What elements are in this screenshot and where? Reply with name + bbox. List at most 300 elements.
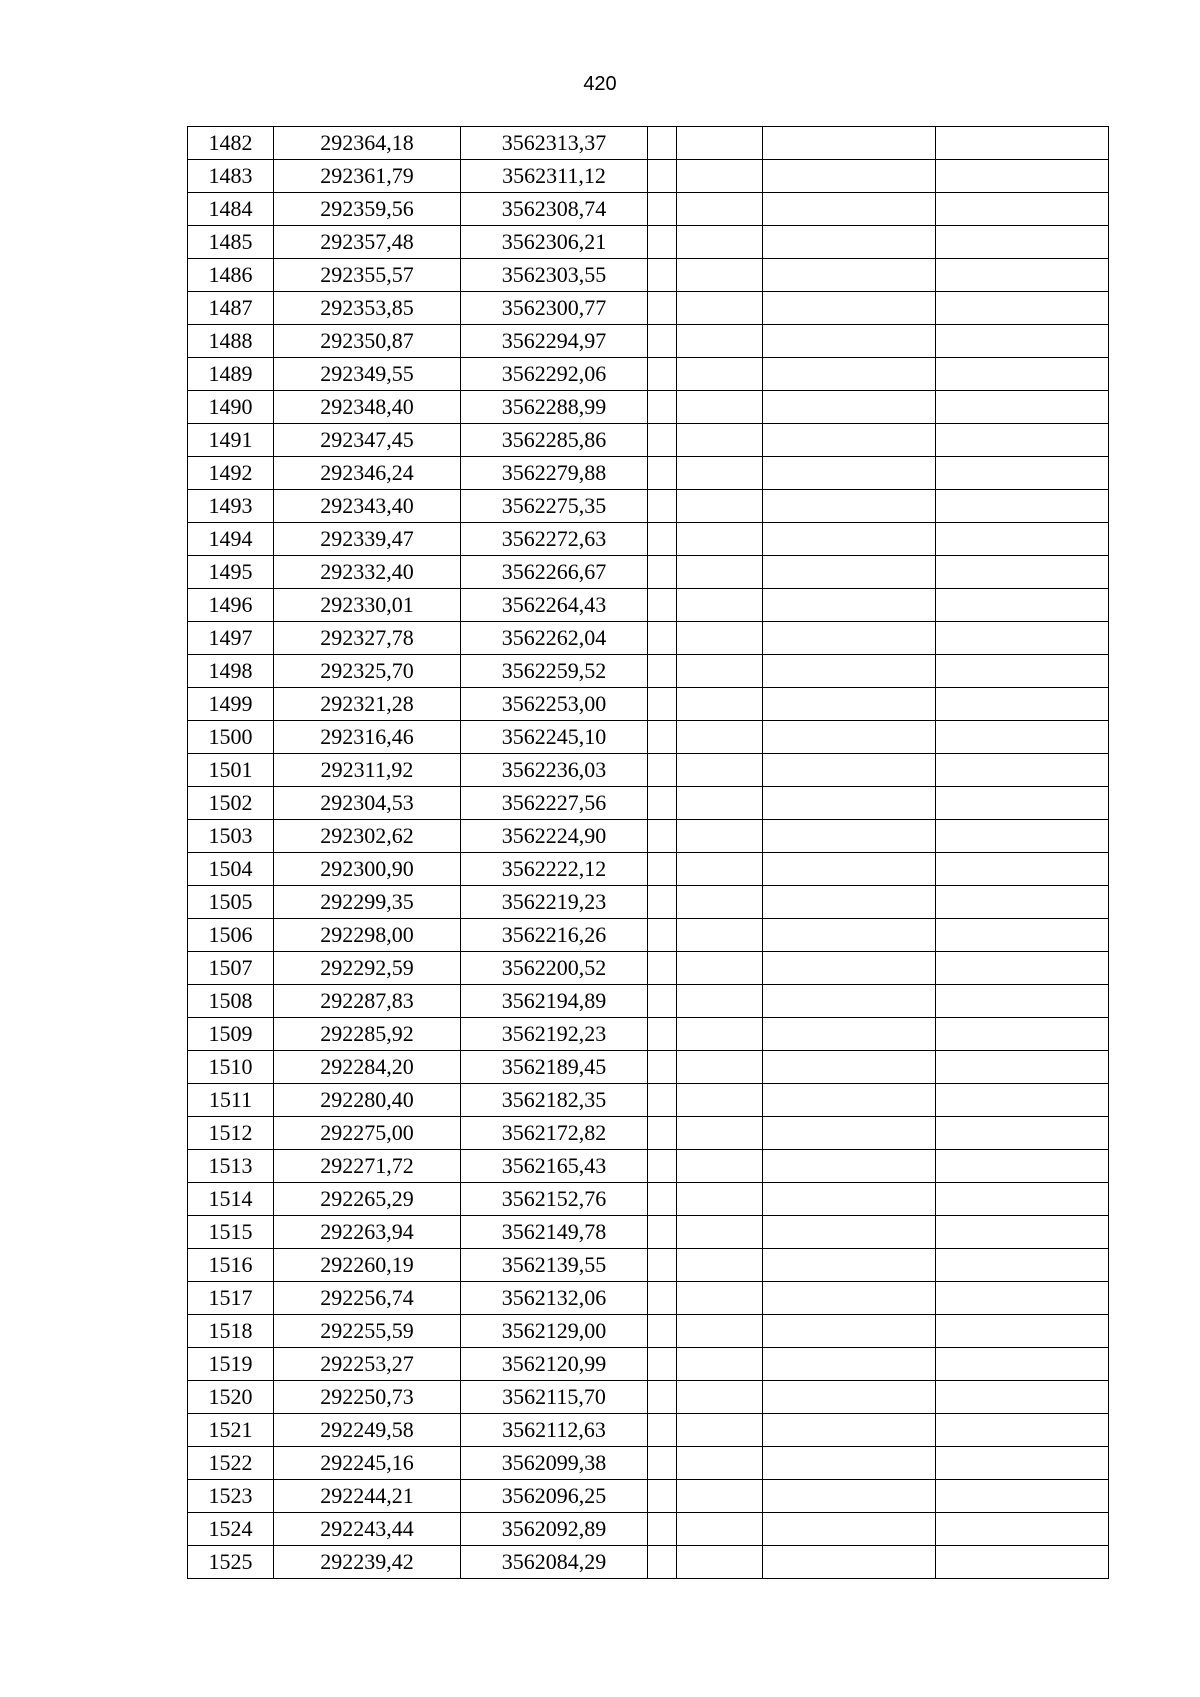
empty-cell <box>677 391 763 424</box>
x-coordinate-cell: 292355,57 <box>274 259 461 292</box>
x-coordinate-cell: 292361,79 <box>274 160 461 193</box>
y-coordinate-cell: 3562152,76 <box>461 1183 648 1216</box>
empty-cell <box>763 1183 936 1216</box>
empty-cell <box>936 1183 1109 1216</box>
empty-cell <box>677 1381 763 1414</box>
empty-cell <box>763 787 936 820</box>
x-coordinate-cell: 292346,24 <box>274 457 461 490</box>
point-number-cell: 1522 <box>188 1447 274 1480</box>
y-coordinate-cell: 3562303,55 <box>461 259 648 292</box>
y-coordinate-cell: 3562200,52 <box>461 952 648 985</box>
y-coordinate-cell: 3562253,00 <box>461 688 648 721</box>
empty-cell <box>936 721 1109 754</box>
point-number-cell: 1516 <box>188 1249 274 1282</box>
empty-cell <box>936 688 1109 721</box>
table-row <box>188 688 1109 721</box>
empty-cell <box>763 853 936 886</box>
empty-cell <box>677 886 763 919</box>
table-row <box>188 952 1109 985</box>
x-coordinate-cell: 292292,59 <box>274 952 461 985</box>
empty-cell <box>677 1051 763 1084</box>
empty-cell <box>677 292 763 325</box>
y-coordinate-cell: 3562129,00 <box>461 1315 648 1348</box>
x-coordinate-cell: 292302,62 <box>274 820 461 853</box>
empty-cell <box>677 325 763 358</box>
empty-cell <box>936 919 1109 952</box>
empty-cell <box>936 1447 1109 1480</box>
table-row <box>188 1315 1109 1348</box>
point-number-cell: 1490 <box>188 391 274 424</box>
point-number-cell: 1485 <box>188 226 274 259</box>
empty-cell <box>763 1249 936 1282</box>
point-number-cell: 1511 <box>188 1084 274 1117</box>
x-coordinate-cell: 292300,90 <box>274 853 461 886</box>
table-row <box>188 1381 1109 1414</box>
table-row <box>188 1282 1109 1315</box>
empty-cell <box>677 1348 763 1381</box>
y-coordinate-cell: 3562272,63 <box>461 523 648 556</box>
empty-cell <box>648 721 677 754</box>
empty-cell <box>677 1447 763 1480</box>
empty-cell <box>763 589 936 622</box>
empty-cell <box>648 1018 677 1051</box>
empty-cell <box>763 820 936 853</box>
empty-cell <box>648 391 677 424</box>
empty-cell <box>763 1084 936 1117</box>
empty-cell <box>648 1447 677 1480</box>
empty-cell <box>677 556 763 589</box>
table-body <box>188 127 1109 1579</box>
x-coordinate-cell: 292255,59 <box>274 1315 461 1348</box>
table-row <box>188 1513 1109 1546</box>
x-coordinate-cell: 292250,73 <box>274 1381 461 1414</box>
x-coordinate-cell: 292304,53 <box>274 787 461 820</box>
table-row <box>188 919 1109 952</box>
empty-cell <box>677 457 763 490</box>
x-coordinate-cell: 292271,72 <box>274 1150 461 1183</box>
empty-cell <box>677 193 763 226</box>
y-coordinate-cell: 3562112,63 <box>461 1414 648 1447</box>
empty-cell <box>763 1051 936 1084</box>
point-number-cell: 1518 <box>188 1315 274 1348</box>
y-coordinate-cell: 3562266,67 <box>461 556 648 589</box>
empty-cell <box>936 1480 1109 1513</box>
x-coordinate-cell: 292299,35 <box>274 886 461 919</box>
point-number-cell: 1482 <box>188 127 274 160</box>
x-coordinate-cell: 292327,78 <box>274 622 461 655</box>
empty-cell <box>677 1480 763 1513</box>
point-number-cell: 1502 <box>188 787 274 820</box>
table-row <box>188 226 1109 259</box>
x-coordinate-cell: 292321,28 <box>274 688 461 721</box>
point-number-cell: 1488 <box>188 325 274 358</box>
x-coordinate-cell: 292287,83 <box>274 985 461 1018</box>
empty-cell <box>936 490 1109 523</box>
table-row <box>188 160 1109 193</box>
empty-cell <box>648 1216 677 1249</box>
empty-cell <box>648 1513 677 1546</box>
empty-cell <box>648 1084 677 1117</box>
x-coordinate-cell: 292284,20 <box>274 1051 461 1084</box>
empty-cell <box>936 457 1109 490</box>
y-coordinate-cell: 3562227,56 <box>461 787 648 820</box>
empty-cell <box>936 391 1109 424</box>
empty-cell <box>648 952 677 985</box>
table-row <box>188 457 1109 490</box>
empty-cell <box>763 160 936 193</box>
empty-cell <box>677 655 763 688</box>
empty-cell <box>677 127 763 160</box>
point-number-cell: 1512 <box>188 1117 274 1150</box>
y-coordinate-cell: 3562182,35 <box>461 1084 648 1117</box>
point-number-cell: 1483 <box>188 160 274 193</box>
point-number-cell: 1515 <box>188 1216 274 1249</box>
empty-cell <box>648 589 677 622</box>
point-number-cell: 1498 <box>188 655 274 688</box>
empty-cell <box>936 1282 1109 1315</box>
table-row <box>188 424 1109 457</box>
empty-cell <box>936 259 1109 292</box>
x-coordinate-cell: 292339,47 <box>274 523 461 556</box>
point-number-cell: 1508 <box>188 985 274 1018</box>
empty-cell <box>763 1018 936 1051</box>
coordinates-table <box>187 126 1109 1579</box>
empty-cell <box>763 1513 936 1546</box>
empty-cell <box>648 325 677 358</box>
y-coordinate-cell: 3562219,23 <box>461 886 648 919</box>
x-coordinate-cell: 292350,87 <box>274 325 461 358</box>
y-coordinate-cell: 3562192,23 <box>461 1018 648 1051</box>
empty-cell <box>763 424 936 457</box>
empty-cell <box>936 292 1109 325</box>
empty-cell <box>677 1414 763 1447</box>
empty-cell <box>677 622 763 655</box>
empty-cell <box>763 556 936 589</box>
empty-cell <box>677 1216 763 1249</box>
y-coordinate-cell: 3562306,21 <box>461 226 648 259</box>
empty-cell <box>648 820 677 853</box>
x-coordinate-cell: 292260,19 <box>274 1249 461 1282</box>
empty-cell <box>677 1084 763 1117</box>
table-row <box>188 1117 1109 1150</box>
point-number-cell: 1489 <box>188 358 274 391</box>
point-number-cell: 1487 <box>188 292 274 325</box>
x-coordinate-cell: 292239,42 <box>274 1546 461 1579</box>
empty-cell <box>936 589 1109 622</box>
empty-cell <box>648 193 677 226</box>
table-row <box>188 1249 1109 1282</box>
empty-cell <box>763 358 936 391</box>
empty-cell <box>763 1546 936 1579</box>
y-coordinate-cell: 3562194,89 <box>461 985 648 1018</box>
table-row <box>188 259 1109 292</box>
empty-cell <box>648 160 677 193</box>
y-coordinate-cell: 3562084,29 <box>461 1546 648 1579</box>
point-number-cell: 1499 <box>188 688 274 721</box>
empty-cell <box>648 127 677 160</box>
table-row <box>188 1480 1109 1513</box>
table-row <box>188 523 1109 556</box>
empty-cell <box>648 985 677 1018</box>
empty-cell <box>648 787 677 820</box>
table-row <box>188 556 1109 589</box>
y-coordinate-cell: 3562313,37 <box>461 127 648 160</box>
point-number-cell: 1509 <box>188 1018 274 1051</box>
point-number-cell: 1503 <box>188 820 274 853</box>
x-coordinate-cell: 292249,58 <box>274 1414 461 1447</box>
y-coordinate-cell: 3562308,74 <box>461 193 648 226</box>
empty-cell <box>936 1513 1109 1546</box>
empty-cell <box>677 490 763 523</box>
empty-cell <box>936 886 1109 919</box>
y-coordinate-cell: 3562172,82 <box>461 1117 648 1150</box>
empty-cell <box>648 919 677 952</box>
point-number-cell: 1484 <box>188 193 274 226</box>
y-coordinate-cell: 3562149,78 <box>461 1216 648 1249</box>
table-row <box>188 985 1109 1018</box>
empty-cell <box>648 1282 677 1315</box>
empty-cell <box>763 886 936 919</box>
y-coordinate-cell: 3562132,06 <box>461 1282 648 1315</box>
empty-cell <box>648 688 677 721</box>
empty-cell <box>763 721 936 754</box>
empty-cell <box>936 1117 1109 1150</box>
empty-cell <box>677 1513 763 1546</box>
point-number-cell: 1517 <box>188 1282 274 1315</box>
y-coordinate-cell: 3562311,12 <box>461 160 648 193</box>
table-row <box>188 721 1109 754</box>
point-number-cell: 1519 <box>188 1348 274 1381</box>
table-row <box>188 589 1109 622</box>
empty-cell <box>648 1348 677 1381</box>
x-coordinate-cell: 292316,46 <box>274 721 461 754</box>
y-coordinate-cell: 3562139,55 <box>461 1249 648 1282</box>
table-row <box>188 490 1109 523</box>
empty-cell <box>648 886 677 919</box>
empty-cell <box>648 556 677 589</box>
y-coordinate-cell: 3562259,52 <box>461 655 648 688</box>
empty-cell <box>936 556 1109 589</box>
y-coordinate-cell: 3562120,99 <box>461 1348 648 1381</box>
table-row <box>188 1546 1109 1579</box>
y-coordinate-cell: 3562216,26 <box>461 919 648 952</box>
empty-cell <box>763 1216 936 1249</box>
table-row <box>188 1183 1109 1216</box>
empty-cell <box>648 457 677 490</box>
empty-cell <box>677 1546 763 1579</box>
empty-cell <box>677 226 763 259</box>
table-row <box>188 754 1109 787</box>
x-coordinate-cell: 292348,40 <box>274 391 461 424</box>
table-row <box>188 325 1109 358</box>
empty-cell <box>648 259 677 292</box>
y-coordinate-cell: 3562222,12 <box>461 853 648 886</box>
empty-cell <box>677 1117 763 1150</box>
empty-cell <box>677 424 763 457</box>
y-coordinate-cell: 3562245,10 <box>461 721 648 754</box>
empty-cell <box>677 820 763 853</box>
table-row <box>188 292 1109 325</box>
point-number-cell: 1494 <box>188 523 274 556</box>
table-row <box>188 1018 1109 1051</box>
empty-cell <box>763 292 936 325</box>
x-coordinate-cell: 292275,00 <box>274 1117 461 1150</box>
empty-cell <box>763 1414 936 1447</box>
empty-cell <box>677 688 763 721</box>
table-row <box>188 655 1109 688</box>
x-coordinate-cell: 292265,29 <box>274 1183 461 1216</box>
empty-cell <box>763 490 936 523</box>
point-number-cell: 1495 <box>188 556 274 589</box>
empty-cell <box>763 688 936 721</box>
empty-cell <box>648 754 677 787</box>
empty-cell <box>936 1051 1109 1084</box>
empty-cell <box>763 1447 936 1480</box>
empty-cell <box>648 1480 677 1513</box>
empty-cell <box>936 820 1109 853</box>
empty-cell <box>677 1249 763 1282</box>
table-row <box>188 1414 1109 1447</box>
x-coordinate-cell: 292298,00 <box>274 919 461 952</box>
point-number-cell: 1523 <box>188 1480 274 1513</box>
empty-cell <box>763 655 936 688</box>
x-coordinate-cell: 292332,40 <box>274 556 461 589</box>
empty-cell <box>648 1150 677 1183</box>
empty-cell <box>763 193 936 226</box>
y-coordinate-cell: 3562292,06 <box>461 358 648 391</box>
point-number-cell: 1501 <box>188 754 274 787</box>
x-coordinate-cell: 292280,40 <box>274 1084 461 1117</box>
table-row <box>188 391 1109 424</box>
empty-cell <box>936 1150 1109 1183</box>
empty-cell <box>936 358 1109 391</box>
point-number-cell: 1492 <box>188 457 274 490</box>
empty-cell <box>677 952 763 985</box>
table-row <box>188 1216 1109 1249</box>
empty-cell <box>936 226 1109 259</box>
empty-cell <box>763 1282 936 1315</box>
table-row <box>188 1348 1109 1381</box>
table-row <box>188 1150 1109 1183</box>
empty-cell <box>763 1381 936 1414</box>
point-number-cell: 1513 <box>188 1150 274 1183</box>
point-number-cell: 1514 <box>188 1183 274 1216</box>
x-coordinate-cell: 292325,70 <box>274 655 461 688</box>
y-coordinate-cell: 3562165,43 <box>461 1150 648 1183</box>
point-number-cell: 1504 <box>188 853 274 886</box>
empty-cell <box>677 1018 763 1051</box>
empty-cell <box>936 1216 1109 1249</box>
empty-cell <box>763 259 936 292</box>
table-row <box>188 622 1109 655</box>
y-coordinate-cell: 3562224,90 <box>461 820 648 853</box>
empty-cell <box>936 1315 1109 1348</box>
empty-cell <box>648 424 677 457</box>
empty-cell <box>936 127 1109 160</box>
empty-cell <box>648 1051 677 1084</box>
empty-cell <box>677 754 763 787</box>
x-coordinate-cell: 292349,55 <box>274 358 461 391</box>
empty-cell <box>648 358 677 391</box>
empty-cell <box>763 985 936 1018</box>
empty-cell <box>763 1480 936 1513</box>
table-row <box>188 358 1109 391</box>
point-number-cell: 1505 <box>188 886 274 919</box>
x-coordinate-cell: 292245,16 <box>274 1447 461 1480</box>
point-number-cell: 1496 <box>188 589 274 622</box>
empty-cell <box>648 1414 677 1447</box>
empty-cell <box>648 226 677 259</box>
empty-cell <box>677 787 763 820</box>
y-coordinate-cell: 3562189,45 <box>461 1051 648 1084</box>
x-coordinate-cell: 292347,45 <box>274 424 461 457</box>
empty-cell <box>677 259 763 292</box>
x-coordinate-cell: 292343,40 <box>274 490 461 523</box>
empty-cell <box>936 193 1109 226</box>
y-coordinate-cell: 3562294,97 <box>461 325 648 358</box>
empty-cell <box>677 919 763 952</box>
empty-cell <box>936 655 1109 688</box>
empty-cell <box>648 1315 677 1348</box>
empty-cell <box>677 853 763 886</box>
y-coordinate-cell: 3562285,86 <box>461 424 648 457</box>
empty-cell <box>648 523 677 556</box>
y-coordinate-cell: 3562275,35 <box>461 490 648 523</box>
empty-cell <box>763 1315 936 1348</box>
empty-cell <box>936 424 1109 457</box>
y-coordinate-cell: 3562236,03 <box>461 754 648 787</box>
empty-cell <box>677 1315 763 1348</box>
empty-cell <box>763 325 936 358</box>
empty-cell <box>648 490 677 523</box>
empty-cell <box>648 1546 677 1579</box>
empty-cell <box>936 1546 1109 1579</box>
empty-cell <box>677 1282 763 1315</box>
empty-cell <box>648 1381 677 1414</box>
empty-cell <box>648 1249 677 1282</box>
empty-cell <box>936 325 1109 358</box>
point-number-cell: 1506 <box>188 919 274 952</box>
x-coordinate-cell: 292285,92 <box>274 1018 461 1051</box>
empty-cell <box>763 523 936 556</box>
empty-cell <box>763 754 936 787</box>
empty-cell <box>677 721 763 754</box>
table-row <box>188 787 1109 820</box>
table-row <box>188 1051 1109 1084</box>
empty-cell <box>677 1150 763 1183</box>
empty-cell <box>936 952 1109 985</box>
empty-cell <box>763 952 936 985</box>
x-coordinate-cell: 292357,48 <box>274 226 461 259</box>
empty-cell <box>648 292 677 325</box>
empty-cell <box>677 160 763 193</box>
x-coordinate-cell: 292244,21 <box>274 1480 461 1513</box>
empty-cell <box>936 1018 1109 1051</box>
empty-cell <box>763 127 936 160</box>
x-coordinate-cell: 292330,01 <box>274 589 461 622</box>
point-number-cell: 1491 <box>188 424 274 457</box>
empty-cell <box>936 1381 1109 1414</box>
empty-cell <box>763 391 936 424</box>
x-coordinate-cell: 292364,18 <box>274 127 461 160</box>
point-number-cell: 1510 <box>188 1051 274 1084</box>
y-coordinate-cell: 3562099,38 <box>461 1447 648 1480</box>
point-number-cell: 1520 <box>188 1381 274 1414</box>
table-row <box>188 886 1109 919</box>
table-row <box>188 1447 1109 1480</box>
empty-cell <box>763 1150 936 1183</box>
empty-cell <box>648 622 677 655</box>
